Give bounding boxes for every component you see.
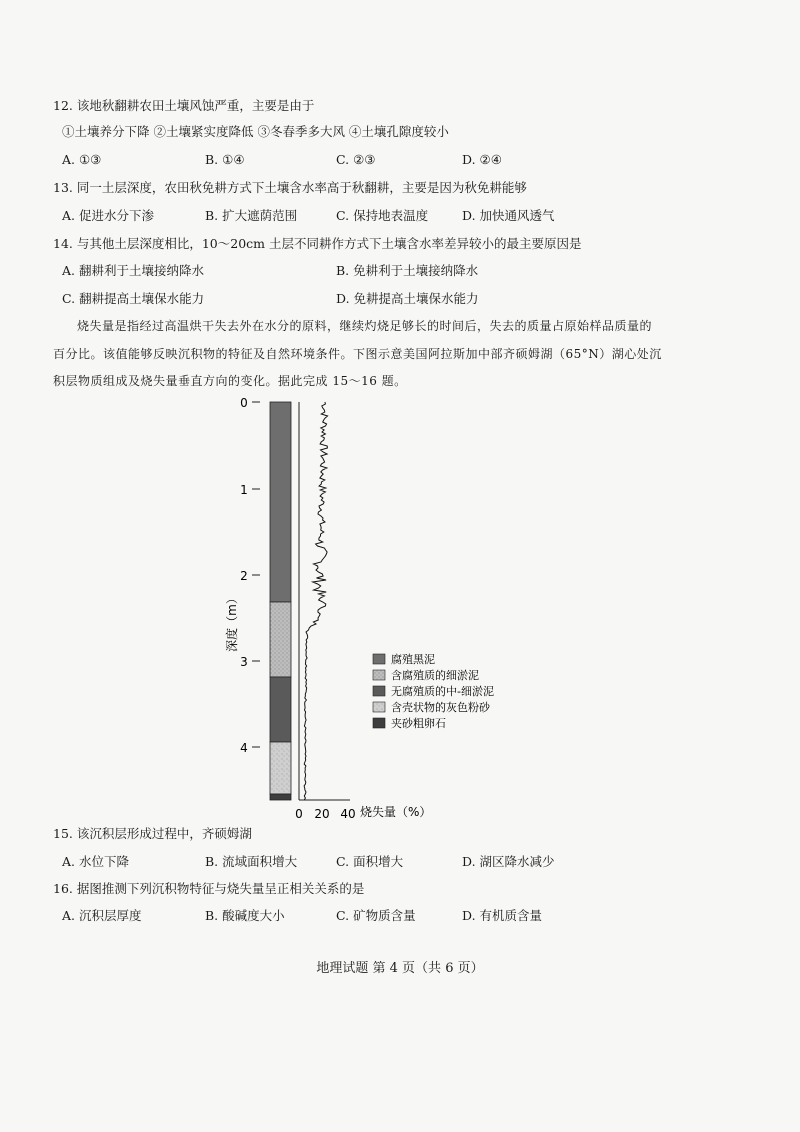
q16-option-d: D. 有机质含量 <box>462 908 543 923</box>
q13-option-b: B. 扩大遮荫范围 <box>205 208 298 223</box>
x-tick-20: 20 <box>314 807 330 821</box>
legend-swatch-4 <box>373 702 385 712</box>
y-axis-label: 深度（m） <box>225 592 239 652</box>
q12-option-b: B. ①④ <box>205 152 245 167</box>
y-tick-2: 2 <box>240 569 248 583</box>
q16-option-c: C. 矿物质含量 <box>336 908 416 923</box>
q16-option-a: A. 沉积层厚度 <box>62 908 142 923</box>
q15-option-b: B. 流域面积增大 <box>205 854 298 869</box>
q14-option-d: D. 免耕提高土壤保水能力 <box>336 291 479 306</box>
q12-option-d: D. ②④ <box>462 152 502 167</box>
q15-stem: 15. 该沉积层形成过程中，齐硕姆湖 <box>53 826 252 841</box>
legend-label-1: 腐殖黑泥 <box>391 653 435 666</box>
intro-line-3: 积层物质组成及烧失量垂直方向的变化。据此完成 15～16 题。 <box>53 374 407 388</box>
layer-humus-black-mud <box>270 402 291 602</box>
layer-shelly-grey-silt <box>270 742 291 794</box>
q15-option-d: D. 湖区降水减少 <box>462 854 555 869</box>
y-tick-4: 4 <box>240 741 248 755</box>
x-tick-40: 40 <box>340 807 356 821</box>
x-axis-label: 烧失量（%） <box>360 805 432 819</box>
q14-option-a: A. 翻耕利于土壤接纳降水 <box>62 263 204 278</box>
legend-label-5: 夹砂粗卵石 <box>391 717 446 730</box>
q13-option-c: C. 保持地表温度 <box>336 208 429 223</box>
q14-stem: 14. 与其他土层深度相比，10～20cm 土层不同耕作方式下土壤含水率差异较小的最主要原因是 <box>53 236 582 251</box>
legend-swatch-5 <box>373 718 385 728</box>
x-tick-0: 0 <box>295 807 303 821</box>
layer-sandy-gravel <box>270 794 291 800</box>
legend-swatch-3 <box>373 686 385 696</box>
q13-option-d: D. 加快通风透气 <box>462 208 555 223</box>
q16-option-b: B. 酸碱度大小 <box>205 908 285 923</box>
y-tick-1: 1 <box>240 483 248 497</box>
q16-stem: 16. 据图推测下列沉积物特征与烧失量呈正相关关系的是 <box>53 881 365 896</box>
q14-option-c: C. 翻耕提高土壤保水能力 <box>62 291 205 306</box>
loi-curve <box>304 402 328 800</box>
sediment-profile-figure <box>210 392 530 822</box>
stratigraphic-column <box>270 402 291 800</box>
y-tick-3: 3 <box>240 655 248 669</box>
q12-stem: 12. 该地秋翻耕农田土壤风蚀严重，主要是由于 <box>53 98 315 113</box>
legend-swatch-1 <box>373 654 385 664</box>
intro-line-1: 烧失量是指经过高温烘干失去外在水分的原料，继续灼烧足够长的时间后，失去的质量占原始样品质量的 <box>77 319 653 333</box>
q12-option-c: C. ②③ <box>336 152 376 167</box>
legend-label-2: 含腐殖质的细淤泥 <box>391 669 479 682</box>
q15-option-a: A. 水位下降 <box>62 854 129 869</box>
legend <box>373 652 494 730</box>
q13-stem: 13. 同一土层深度，农田秋免耕方式下土壤含水率高于秋翻耕，主要是因为秋免耕能够 <box>53 180 527 195</box>
q12-option-a: A. ①③ <box>62 152 102 167</box>
q14-option-b: B. 免耕利于土壤接纳降水 <box>336 263 479 278</box>
layer-non-humic-silt <box>270 677 291 742</box>
q15-option-c: C. 面积增大 <box>336 854 404 869</box>
layer-humic-fine-silt <box>270 602 291 677</box>
legend-label-4: 含壳状物的灰色粉砂 <box>391 701 490 714</box>
intro-line-2: 百分比。该值能够反映沉积物的特征及自然环境条件。下图示意美国阿拉斯加中部齐硕姆湖（65°N）湖心处沉 <box>53 347 662 361</box>
page-footer: 地理试题 第 4 页（共 6 页） <box>316 961 484 976</box>
q12-items: ①土壤养分下降 ②土壤紧实度降低 ③冬春季多大风 ④土壤孔隙度较小 <box>62 124 449 139</box>
legend-swatch-2 <box>373 670 385 680</box>
q13-option-a: A. 促进水分下渗 <box>62 208 154 223</box>
legend-label-3: 无腐殖质的中-细淤泥 <box>391 685 494 698</box>
y-tick-0: 0 <box>240 396 248 410</box>
